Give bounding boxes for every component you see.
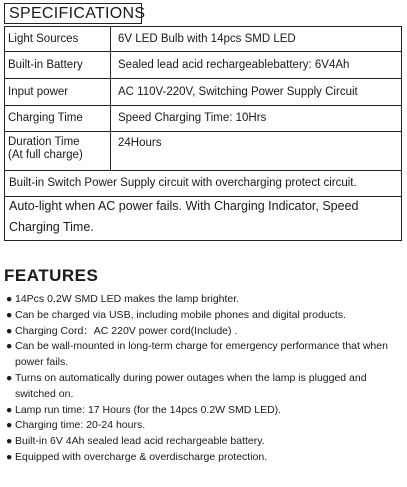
bullet-icon: ● — [6, 293, 13, 305]
bullet-icon: ● — [6, 435, 13, 448]
bullet-icon: ● — [6, 403, 13, 416]
bullet-icon: ● — [6, 450, 13, 463]
bullet-icon: ● — [6, 419, 13, 432]
feature-text: Turns on automatically during power outages when the lamp is plugged and switched on. — [15, 371, 367, 400]
spec-label: Built-in Battery — [5, 52, 111, 78]
spec-row-duration — [5, 132, 401, 171]
specifications-title: SPECIFICATIONS — [4, 3, 142, 24]
spec-row-light-sources — [5, 27, 401, 52]
feature-text: Built-in 6V 4Ah sealed lead acid rechargeable battery. — [15, 435, 265, 448]
bullet-icon: ● — [6, 324, 13, 337]
spec-value: AC 110V-220V, Switching Power Supply Circuit — [118, 86, 358, 98]
spec-value: Sealed lead acid rechargeablebattery: 6V4Ah — [118, 59, 350, 71]
bullet-icon: ● — [6, 340, 13, 353]
feature-text: Charging Cord：AC 220V power cord(Include) . — [15, 324, 238, 337]
feature-text: Can be wall-mounted in long-term charge for emergency performance that when power fails. — [15, 340, 388, 369]
spec-value: Speed Charging Time: 10Hrs — [118, 112, 267, 124]
feature-item — [6, 308, 404, 324]
spec-auto-light-note: Auto-light when AC power fails. With Charging Indicator, Speed Charging Time. — [9, 199, 359, 234]
spec-row-battery — [5, 52, 401, 79]
feature-item — [6, 292, 404, 308]
feature-item — [6, 450, 404, 466]
specifications-table — [4, 26, 402, 241]
spec-row-input-power — [5, 79, 401, 106]
feature-text: Equipped with overcharge & overdischarge protection. — [15, 450, 268, 463]
spec-value: 24Hours — [118, 137, 162, 149]
feature-text: Lamp run time: 17 Hours (for the 14pcs 0.2W SMD LED). — [15, 403, 282, 416]
feature-text: Charging time: 20-24 hours. — [15, 419, 146, 432]
spec-label: Charging Time — [5, 106, 111, 131]
features-list — [6, 292, 404, 466]
spec-row-charging-time — [5, 106, 401, 132]
spec-label: Input power — [5, 79, 111, 105]
spec-label-line2: (At full charge) — [8, 149, 83, 161]
feature-item — [6, 371, 404, 403]
feature-item — [6, 324, 404, 340]
feature-text: Can be charged via USB, including mobile phones and digital products. — [15, 308, 346, 321]
spec-label — [5, 132, 111, 170]
bullet-icon: ● — [6, 308, 13, 321]
spec-switch-circuit: Built-in Switch Power Supply circuit with overcharging protect circuit. — [5, 171, 401, 197]
feature-item — [6, 418, 404, 434]
spec-value: 6V LED Bulb with 14pcs SMD LED — [118, 33, 296, 45]
spec-label: Light Sources — [5, 27, 111, 51]
feature-item — [6, 403, 404, 419]
spec-label-line1: Duration Time — [8, 136, 80, 148]
feature-text: 14Pcs 0.2W SMD LED makes the lamp brighter. — [15, 293, 240, 305]
bullet-icon: ● — [6, 371, 13, 384]
feature-item — [6, 339, 404, 371]
feature-item — [6, 434, 404, 450]
features-title: FEATURES — [4, 266, 99, 285]
